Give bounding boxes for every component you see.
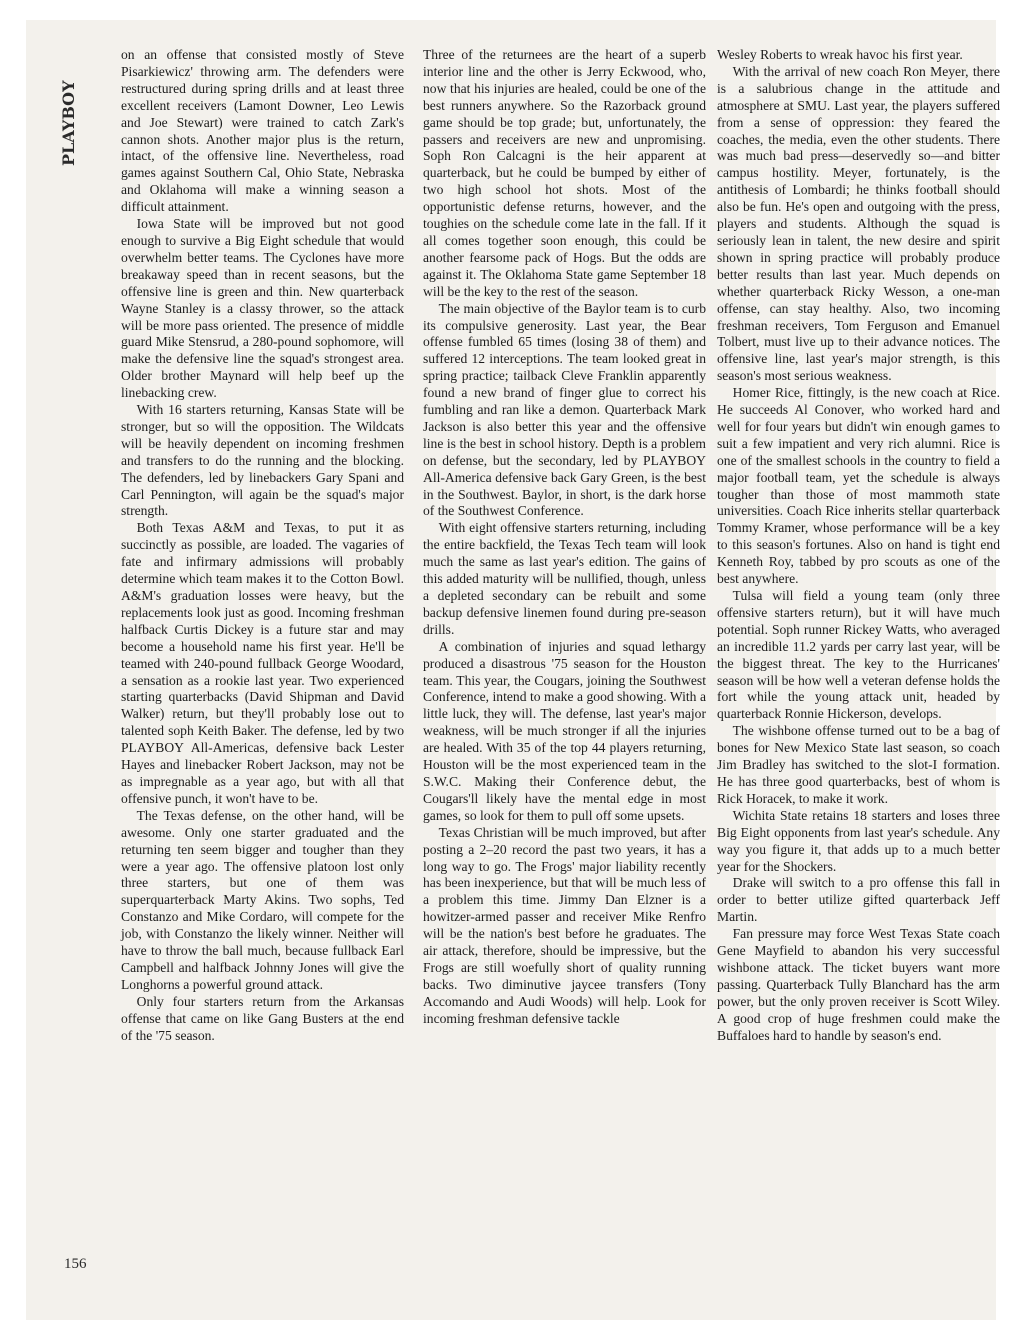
paragraph: Wesley Roberts to wreak havoc his first year. — [717, 47, 963, 62]
paragraph: Drake will switch to a pro offense this fall in order to better utilize gifted quarterback Jeff Martin. — [717, 875, 1000, 925]
paragraph: A combination of injuries and squad lethargy produced a disastrous '75 season for the Houston team. This year, the Cougars, joining the Southwest Conference, intend to make a good showing. With a little luck, they will. The defense, last year's major weakness, will be much stronger if all the injuries are healed. With 35 of the top 44 players returning, Houston will be the most experienced team in the S.W.C. Making their Conference debut, the Cougars'll likely have the mental edge in most games, so look for them to pull off some upsets. — [423, 638, 706, 823]
paragraph: Homer Rice, fittingly, is the new coach at Rice. He succeeds Al Conover, who worked hard and well for four years but didn't win enough games to suit a few impatient and very rich alumni. Rice is one of the smallest schools in the country to field a major football team, yet the schedule is always tougher than those of most mammoth state universities. Coach Rice inherits stellar quarterback Tommy Kramer, whose performance will be a key to this season's fortunes. Also on hand is tight end Kenneth Roy, tabbed by pro scouts as one of the best anywhere. — [717, 385, 1000, 587]
article-column-2 — [423, 47, 706, 1028]
paragraph: With the arrival of new coach Ron Meyer, there is a salubrious change in the attitude and atmosphere at SMU. Last year, the players suffered from a sense of oppression: they feared the coaches, the media, even the other students. There was much bad press—deservedly so—and bitter campus hostility. Meyer, fortunately, is the antithesis of Lombardi; he thinks football should also be fun. He's open and outgoing with the press, players and students. Although the squad is seriously lean in talent, the new desire and spirit shown in spring practice will probably produce better results than last year. Much depends on whether quarterback Ricky Wesson, a one-man offense, can stay healthy. Also, two incoming freshman receivers, Tom Ferguson and Emanuel Tolbert, must live up to their advance notices. The offensive line, last year's major strength, is this season's most serious weakness. — [717, 63, 1000, 384]
paragraph: The main objective of the Baylor team is to curb its compulsive generosity. Last year, the Bear offense fumbled 65 times (losing 38 of them) and suffered 12 interceptions. The team looked great in spring practice; tailback Cleve Franklin apparently found a new brand of finger glue to correct his fumbling and ran like a demon. Quarterback Mark Jackson is also better this year and the offensive line is the best in school history. Depth is a problem on defense, but the secondary, led by PLAYBOY All-America defensive back Gary Green, is the best in the Southwest. Baylor, in short, is the dark horse of the Southwest Conference. — [423, 300, 706, 519]
paragraph: The wishbone offense turned out to be a bag of bones for New Mexico State last season, so coach Jim Bradley has switched to the slot-I formation. He has three good quarterbacks, best of whom is Rick Horacek, to make it work. — [717, 723, 1000, 806]
paragraph: Iowa State will be improved but not good enough to survive a Big Eight schedule that would overwhelm better teams. The Cyclones have more breakaway speed than in recent seasons, but the offensive line is green and thin. New quarterback Wayne Stanley is a classy thrower, so the attack will be more pass oriented. The presence of middle guard Mike Stensrud, a 280-pound sophomore, will make the defensive line the squad's strongest area. Older brother Maynard will help beef up the linebacking crew. — [121, 216, 404, 401]
paragraph: With eight offensive starters returning, including the entire backfield, the Texas Tech team will look much the same as last year's edition. The gains of this added maturity will be nullified, though, unless a depleted secondary can be rebuilt and some backup defensive linemen found during pre-season drills. — [423, 520, 706, 637]
article-column-3 — [717, 47, 1000, 1044]
paragraph: The Texas defense, on the other hand, will be awesome. Only one starter graduated and the returning ten seem bigger and tougher than they were a year ago. The offensive platoon lost only three starters, but one of them was superquarterback Marty Akins. Two sophs, Ted Constanzo and Mike Cordaro, will compete for the job, with Constanzo the likely winner. Neither will have to throw the ball much, because fullback Earl Campbell and halfback Johnny Jones will give the Longhorns a powerful ground attack. — [121, 807, 404, 992]
article-column-1 — [121, 47, 404, 1044]
paragraph: With 16 starters returning, Kansas State will be stronger, but so will the opposition. The Wildcats will be heavily dependent on incoming freshmen and transfers to do the running and the blocking. The defenders, led by linebackers Gary Spani and Carl Pennington, will again be the squad's major strength. — [121, 402, 404, 519]
magazine-page — [26, 20, 1000, 1320]
paragraph: Only four starters return from the Arkansas offense that came on like Gang Busters at the end of the '75 season. — [121, 993, 404, 1043]
page-number: 156 — [64, 1256, 87, 1272]
paragraph: Both Texas A&M and Texas, to put it as succinctly as possible, are loaded. The vagaries of fate and infirmary admissions will probably determine which team makes it to the Cotton Bowl. A&M's graduation losses were heavy, but the replacements look just as good. Incoming freshman halfback Curtis Dickey is a future star and may become a household name his first year. He'll be teamed with 240-pound fullback George Woodard, a sensation as a rookie last year. Two experienced starting quarterbacks (David Shipman and David Walker) return, but they'll probably lose out to talented soph Keith Baker. The defense, led by two PLAYBOY All-Americas, defensive back Lester Hayes and linebacker Robert Jackson, may not be as impregnable as a year ago, but with all that offensive punch, it won't have to be. — [121, 520, 404, 806]
paragraph: Fan pressure may force West Texas State coach Gene Mayfield to abandon his very successful wishbone attack. The ticket buyers want more passing. Quarterback Tully Blanchard has the arm power, but the only proven receiver is Scott Wiley. A good crop of huge freshmen could make the Buffaloes hard to handle by season's end. — [717, 926, 1000, 1043]
paragraph: Texas Christian will be much improved, but after posting a 2–20 record the past two years, it has a long way to go. The Frogs' major liability recently has been inexperience, but that will be much less of a problem this time. Jimmy Dan Elzner is a howitzer-armed passer and receiver Mike Renfro will be the nation's best before he graduates. The air attack, therefore, should be impressive, but the Frogs are still woefully short of quality running backs. Two diminutive jaycee transfers (Tony Accomando and Audi Woods) will help. Look for incoming freshman defensive tackle — [423, 824, 706, 1026]
paragraph: Three of the returnees are the heart of a superb interior line and the other is Jerry Eckwood, who, now that his injuries are healed, could be one of the best runners anywhere. So the Razorback ground game should be top grade; but, unfortunately, the passers and receivers are new and unpromising. Soph Ron Calcagni is the heir apparent at quarterback, but he could be bumped by either of two high school hot shots. Most of the opportunistic defense returns, however, and the toughies on the schedule come late in the fall. If it all comes together soon enough, this could be another fearsome pack of Hogs. But the odds are against it. The Oklahoma State game September 18 will be the key to the rest of the season. — [423, 47, 706, 299]
magazine-side-label: PLAYBOY — [59, 80, 78, 166]
paragraph: Wichita State retains 18 starters and loses three Big Eight opponents from last year's schedule. Any way you figure it, that adds up to a much better year for the Shockers. — [717, 807, 1000, 874]
paragraph: Tulsa will field a young team (only three offensive starters return), but it will have much potential. Soph runner Rickey Watts, who averaged an incredible 11.2 yards per carry last year, will be the biggest threat. The key to the Hurricanes' season will be how well a veteran defense holds the fort while the young attack unit, headed by quarterback Ronnie Hickerson, develops. — [717, 588, 1000, 722]
paragraph: on an offense that consisted mostly of Steve Pisarkiewicz' throwing arm. The defenders were restructured during spring drills and at least three excellent receivers (Lamont Downer, Leo Lewis and Joe Stewart) were trained to catch Zark's cannon shots. Another major plus is the return, intact, of the offensive line. Nevertheless, road games against Southern Cal, Ohio State, Nebraska and Oklahoma will make a winning season a difficult attainment. — [121, 47, 404, 215]
